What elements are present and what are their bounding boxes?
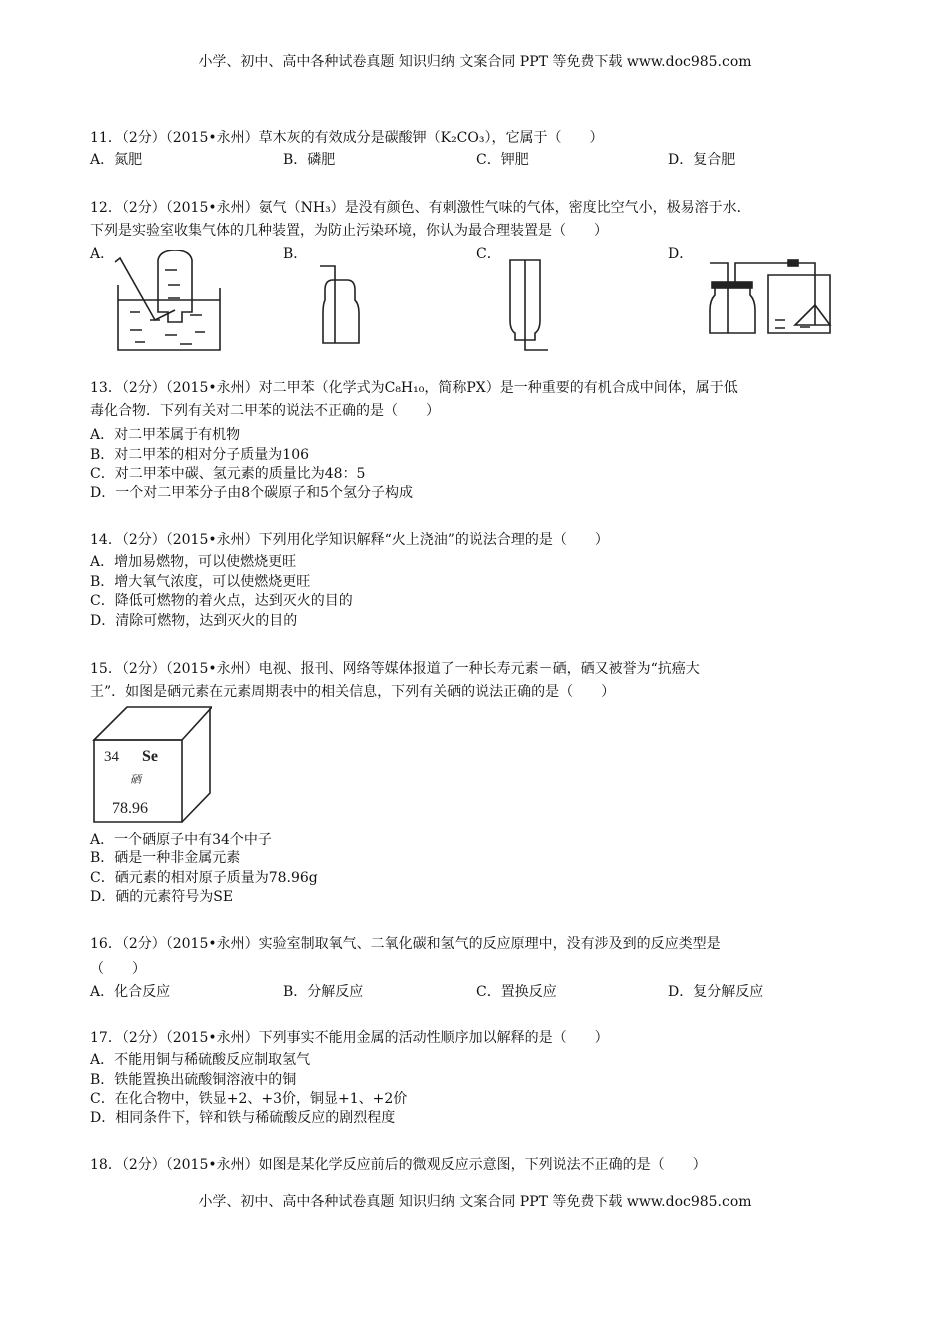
question-15-stem-2: 王”．如图是硒元素在元素周期表中的相关信息，下列有关硒的说法正确的是（ ） — [90, 684, 616, 700]
q12-option-c: C． — [476, 246, 501, 262]
element-symbol: Se — [142, 748, 158, 765]
question-16-stem: 16．（2分）（2015•永州）实验室制取氧气、二氧化碳和氢气的反应原理中，没有涉及到的反应类型是 — [90, 936, 721, 952]
q11-option-d: D．复合肥 — [668, 152, 736, 168]
q14-option-c: C．降低可燃物的着火点，达到灭火的目的 — [90, 593, 353, 609]
q14-option-d: D．清除可燃物，达到灭火的目的 — [90, 613, 298, 629]
q17-option-b: B．铁能置换出硫酸铜溶液中的铜 — [90, 1072, 297, 1088]
q13-option-b: B．对二甲苯的相对分子质量为106 — [90, 447, 310, 463]
q16-option-b: B．分解反应 — [283, 984, 364, 1000]
element-number: 34 — [104, 749, 119, 765]
q14-option-a: A．增加易燃物，可以使燃烧更旺 — [90, 554, 297, 570]
apparatus-b-figure — [315, 258, 365, 348]
element-mass: 78.96 — [112, 800, 148, 817]
q13-option-d: D．一个对二甲苯分子由8个碳原子和5个氢分子构成 — [90, 485, 414, 501]
apparatus-c-figure — [500, 255, 555, 355]
q11-option-a: A．氮肥 — [90, 152, 143, 168]
element-name: 硒 — [130, 774, 141, 786]
question-13-stem-2: 毒化合物．下列有关对二甲苯的说法不正确的是（ ） — [90, 403, 440, 419]
q12-option-a: A． — [90, 246, 115, 262]
q15-option-d: D．硒的元素符号为SE — [90, 889, 234, 905]
q12-option-b: B． — [283, 246, 308, 262]
apparatus-a-figure — [110, 250, 230, 355]
q13-option-a: A．对二甲苯属于有机物 — [90, 427, 241, 443]
q15-option-c: C．硒元素的相对原子质量为78.96g — [90, 870, 318, 886]
q12-option-d: D． — [668, 246, 694, 262]
page-footer: 小学、初中、高中各种试卷真题 知识归纳 文案合同 PPT 等免费下载 www.doc985.com — [198, 1194, 752, 1210]
q13-option-c: C．对二甲苯中碳、氢元素的质量比为48：5 — [90, 466, 366, 482]
q16-option-c: C．置换反应 — [476, 984, 557, 1000]
q16-option-a: A．化合反应 — [90, 984, 171, 1000]
question-18-stem: 18．（2分）（2015•永州）如图是某化学反应前后的微观反应示意图，下列说法不正确的是（ ） — [90, 1157, 707, 1173]
q15-option-b: B．硒是一种非金属元素 — [90, 850, 241, 866]
question-14-stem: 14．（2分）（2015•永州）下列用化学知识解释“火上浇油”的说法合理的是（ ） — [90, 532, 609, 548]
q11-option-c: C．钾肥 — [476, 152, 529, 168]
q17-option-c: C．在化合物中，铁显+2、+3价，铜显+1、+2价 — [90, 1091, 408, 1107]
question-11-stem: 11．（2分）（2015•永州）草木灰的有效成分是碳酸钾（K₂CO₃），它属于（ ） — [90, 130, 604, 146]
q15-option-a: A．一个硒原子中有34个中子 — [90, 832, 272, 848]
q14-option-b: B．增大氧气浓度，可以使燃烧更旺 — [90, 574, 311, 590]
q11-option-b: B．磷肥 — [283, 152, 336, 168]
question-17-stem: 17．（2分）（2015•永州）下列事实不能用金属的活动性顺序加以解释的是（ ） — [90, 1030, 609, 1046]
apparatus-d-figure — [700, 255, 835, 335]
question-16-stem-2: （ ） — [90, 961, 146, 977]
question-12-stem: 12．（2分）（2015•永州）氨气（NH₃）是没有颜色、有刺激性气味的气体，密度比空气小，极易溶于水． — [90, 200, 751, 216]
question-15-stem: 15．（2分）（2015•永州）电视、报刊、网络等媒体报道了一种长寿元素－硒，硒又被誉为“抗癌大 — [90, 661, 700, 677]
q16-option-d: D．复分解反应 — [668, 984, 764, 1000]
question-12-stem-2: 下列是实验室收集气体的几种装置，为防止污染环境，你认为最合理装置是（ ） — [90, 223, 608, 239]
q17-option-d: D．相同条件下，锌和铁与稀硫酸反应的剧烈程度 — [90, 1110, 396, 1126]
page-header: 小学、初中、高中各种试卷真题 知识归纳 文案合同 PPT 等免费下载 www.doc985.com — [198, 54, 752, 70]
selenium-element-cube — [92, 705, 212, 825]
q17-option-a: A．不能用铜与稀硫酸反应制取氢气 — [90, 1052, 311, 1068]
question-13-stem: 13．（2分）（2015•永州）对二甲苯（化学式为C₈H₁₀，简称PX）是一种重要的有机合成中间体，属于低 — [90, 380, 738, 396]
